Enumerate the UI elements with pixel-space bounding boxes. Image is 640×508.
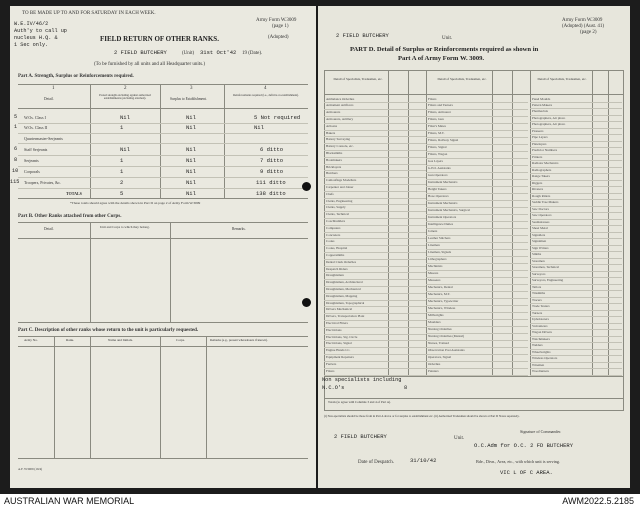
area-name: VIC L OF C AREA. [500, 469, 553, 476]
col-number-3: 3 [190, 86, 193, 91]
specialist-item: Clerks, Supply [326, 205, 346, 210]
page2-adopted: (Adopted) (Aust. 41) [562, 24, 605, 29]
specialist-item: Platelayers [532, 141, 547, 146]
specialist-item: Intelligence Duties [428, 222, 453, 227]
spec-row-line [426, 228, 528, 229]
spec-row-line [324, 238, 426, 239]
spec-row-line [530, 310, 622, 311]
page2-unit: 2 FIELD BUTCHERY [336, 32, 389, 39]
totals-instruction: Totals (to agree with Columns 3 and 4 of Part A). [328, 400, 391, 404]
specialist-item: Saw Doctors [532, 206, 549, 211]
spec-row-line [324, 368, 426, 369]
spec-row-line [426, 270, 528, 271]
specialist-item: Engine Hands I.C. [326, 348, 351, 353]
specialist-item: Radiographers [532, 167, 552, 172]
specialist-item: Seamstresses [532, 219, 550, 224]
specialist-item: Chefs [326, 191, 334, 196]
specialist-item: Saddle Tree Makers [532, 200, 559, 205]
specialist-item: Nursing Orderlies [428, 326, 452, 331]
top-note: TO BE MADE UP TO AND FOR SATURDAY IN EACH WEEK. [22, 11, 156, 16]
non-specialists-line-1: Non specialists including [322, 377, 402, 383]
despatch-date: 31/10/42 [410, 457, 437, 464]
print-code: A.F. W3009 (19/4) [18, 467, 43, 471]
specialist-item: G.P.O. Assistants [428, 166, 451, 171]
specialist-item: Despatch Riders [326, 266, 348, 271]
specialist-item: Electrical Fitters [326, 321, 348, 326]
specialist-item: Fitters, Wagon [428, 152, 448, 157]
non-specialists-count: 8 [404, 385, 408, 391]
specialist-item: Riggers [532, 180, 543, 185]
specialist-item: Surveyors, Engineering [532, 278, 564, 283]
spec-row-line [530, 154, 622, 155]
spec-row-line [530, 284, 622, 285]
form-page-label: (page 1) [272, 24, 289, 29]
specialist-item: Cooks, Hospital [326, 246, 348, 251]
specialist-item: Joiners [428, 229, 438, 234]
specialist-item: Rough Riders [532, 193, 551, 198]
specialist-item: Farriers [326, 361, 337, 366]
specialist-item: Butchers [326, 171, 338, 176]
specialist-item: Instrument Mechanics, Surgical [428, 208, 470, 213]
specialist-item: Photographers, Air photo [532, 122, 566, 127]
spec-row-line [426, 242, 528, 243]
specialist-item: Pioneers [532, 128, 544, 133]
specialist-item: Drivers, Transportation Plant [326, 314, 365, 319]
specialist-item: Dental Clerk Orderlies [326, 259, 357, 264]
specialist-item: Coppersmiths [326, 253, 345, 257]
part-b-col-remarks: Remarks. [232, 227, 246, 231]
specialist-item: Gas Layers [428, 159, 443, 164]
specialist-item: Artisans [326, 123, 337, 128]
specialist-item: Masseurs [428, 277, 441, 282]
specialist-item: Draughtsmen, Mechanical [326, 287, 361, 292]
spec-row-line [324, 375, 426, 376]
form-page-2 [318, 6, 630, 488]
specialist-item: Bricklayers [326, 164, 342, 169]
specialist-item: Pipe Layers [532, 135, 548, 140]
part-b-col-detail: Detail. [44, 227, 54, 231]
bde-note: Bde., Divn., Area, etc., with which unit is serving. [476, 459, 560, 464]
specialist-item: Bakers [326, 130, 336, 135]
punch-hole [302, 182, 311, 191]
specialist-item: Computers [326, 225, 341, 230]
specialist-item: Wheelwrights [532, 349, 551, 354]
specialist-item: Nurses, Trained [428, 340, 449, 345]
specialist-item: Trade Testers [532, 304, 550, 309]
specialist-item: Radiator Mechanics [532, 161, 559, 166]
specialist-item: Pattern Makers [532, 102, 553, 107]
specialist-item: Riveters [532, 187, 543, 192]
specialist-item: Mechanics, Dental [428, 284, 453, 289]
specialist-item: Battery Surveying [326, 137, 351, 142]
despatch-date-label: Date of Despatch. [358, 460, 394, 465]
specialist-item: Leather Stitchers [428, 236, 451, 240]
specialist-item: Lithographers [428, 256, 447, 261]
specialist-item: Fitter's Mates [428, 124, 446, 129]
specialist-item: Fitters, Signal [428, 145, 447, 150]
col-header-surplus: Surplus to Establishment. [170, 97, 207, 101]
specialist-item: Nursing Orderlies (Mental) [428, 333, 465, 338]
specialist-item: Observation Post Assistants [428, 347, 465, 352]
specialist-item: Linemen, Signals [428, 249, 452, 254]
page2-unit-label: Unit. [442, 36, 453, 41]
specialist-item: Painters [428, 368, 439, 373]
specialist-item: Instrument Operators [428, 215, 457, 220]
specialist-item: Tinsmiths [532, 291, 546, 296]
specialist-item: Welders [532, 343, 543, 348]
specialist-item: Concreters [326, 232, 341, 237]
part-c-col-corps: Corps. [176, 338, 185, 342]
spec-row-line [324, 123, 426, 124]
spec-row-line [530, 186, 622, 187]
spec-row-line [426, 375, 528, 376]
specialist-item: Linemen [428, 242, 440, 247]
specialist-item: Battery Console, etc. [326, 144, 354, 149]
specialist-item: Millwrights [428, 312, 444, 317]
specialist-item: Wagon Drivers [532, 330, 552, 335]
specialist-item: Upholsterers [532, 317, 549, 322]
spec-row-line [426, 361, 528, 362]
adopted-label: (Adopted) [268, 35, 289, 40]
specialist-item: Fitters, Gun [428, 117, 444, 122]
specialist-item: Fitters, Armourer [428, 110, 451, 115]
side-note-2: Auth'y to call up [14, 28, 67, 34]
non-specialists-line-2: N.C.O's [322, 385, 345, 391]
part-b-col-unit: Unit and Corps to which they belong. [100, 225, 150, 229]
specialist-item: Wireless Operators [532, 356, 558, 361]
specialist-item: Photographers, Air photo [532, 115, 566, 120]
part-c-col-name: Name and Initials. [108, 338, 133, 342]
spec-row-line [530, 180, 622, 181]
spec-col-header-2: Detail of Specialists, Tradesmen, etc. [437, 77, 487, 81]
specialist-item: Orderlies [428, 361, 441, 366]
specialist-item: Fitters, M.T. [428, 131, 445, 136]
specialist-item: Moulders [428, 319, 441, 324]
specialist-item: Fitters [428, 96, 437, 101]
form-title: FIELD RETURN OF OTHER RANKS. [100, 35, 219, 43]
specialist-item: Tracers [532, 297, 542, 302]
specialist-item: Draughtsmen, Mapping [326, 293, 358, 298]
specialist-item: Bootmakers [326, 157, 342, 162]
specialist-item: Fitters, Railway Signal [428, 138, 459, 143]
spec-row-line [530, 251, 622, 252]
col-number-1: 1 [52, 86, 55, 91]
signature-unit: 2 FIELD BUTCHERY [334, 433, 387, 440]
spec-row-line [530, 128, 622, 129]
specialist-item: Coachbuilders [326, 218, 346, 223]
specialist-item: Woodturners [532, 369, 549, 373]
unit-label: (Unit) [182, 51, 195, 56]
page2-footnote: (i) Non-specialists should be those from in Part A above or for surplus to establishment etc. (ii) Authorized Tradesmen should be shown at Part D Notes separately. [324, 414, 520, 418]
specialist-item: Range Takers [532, 174, 550, 179]
specialist-item: Panel Moulds [532, 96, 551, 101]
specialist-item: Mechanics, Wireless [428, 305, 456, 310]
col-header-detail: Detail. [44, 97, 54, 101]
side-note-1: W.E.IV/46/2 [14, 21, 49, 27]
col-header-reinforcements: Reinforcements required (i.e., deficits on establishment). [233, 93, 299, 97]
specialist-item: Storemen, Technical [532, 265, 559, 270]
col-number-2: 2 [124, 86, 127, 91]
spec-row-line [324, 361, 426, 362]
signature-name: O.C.Adm for O.C. 2 FD BUTCHERY [474, 442, 574, 449]
specialist-item: Ambulance Orderlies [326, 96, 355, 101]
spec-row-line [426, 319, 528, 320]
side-note-3: nucleus H.Q. & [14, 35, 58, 41]
punch-hole [302, 298, 311, 307]
part-c-heading: Part C. Description of other ranks whose return to the unit is particularly requested. [18, 328, 199, 333]
specialist-item: Armament Artificers [326, 103, 354, 108]
totals-note: *These totals should agree with the details shown in Part D on page 2 of Army Form W.3009 [70, 201, 201, 205]
specialist-item: Fitters [326, 368, 335, 373]
side-note-4: 1 Sec only. [14, 42, 49, 48]
spec-col-header-3: Detail of Specialists, Tradesmen, etc. [537, 77, 587, 81]
specialist-item: Mechanics, M.T. [428, 291, 451, 296]
specialist-item: Armourers, Artillery [326, 116, 354, 121]
specialist-item: Masons [428, 270, 439, 275]
specialist-item: Signallers [532, 232, 546, 237]
specialist-item: Carpenter and Joiner [326, 184, 354, 189]
specialist-item: Equipment Repairers [326, 355, 354, 360]
specialist-item: Instrument Mechanics [428, 201, 458, 206]
specialist-item: Sheet Metal [532, 226, 548, 231]
page2-page-label: (page 2) [580, 30, 597, 35]
page2-form-number: Army Form W.3009 [562, 18, 603, 23]
part-b-heading: Part B. Other Ranks attached from other Corps. [18, 214, 122, 219]
specialist-item: Blacksmiths [326, 150, 343, 155]
specialist-item: Sign Writers [532, 245, 549, 250]
spec-row-line [530, 375, 622, 376]
specialist-item: Clerks, Technical [326, 212, 349, 217]
col-header-strength: Posted strength excluding against authorized establishments (excluding attached). [99, 93, 151, 100]
specialist-item: Watchmakers [532, 336, 550, 341]
spec-row-line [426, 368, 528, 369]
spec-row-line [530, 342, 622, 343]
part-a-heading: Part A. Strength, Surplus or Reinforcements required. [18, 74, 134, 79]
specialist-item: Saw Operators [532, 213, 552, 218]
form-page-1: TO BE MADE UP TO AND FOR SATURDAY IN EACH WEEK. Army Form W.3009 (page 1) (Adopted) W.E.IV/46/2 Auth'y to call up nucleus H.Q. & 1 Sec only. FIELD RETURN OF OTHER RANKS. 2 FIELD BUTCHERY (Unit) 31st Oct'42 19 (Date). (To be furnished by all units and all Headquarter units.) Part A. Strength, Surplus or Reinforcements required. 1 2 3 4 Detail. Posted strength excluding against authorized establishments (excluding attached). Surplus to Establishment. Reinforcements required (i.e., deficits on establishment). 5 W.Os. Class I Nil Nil 5 Not required 1 W.Os. Class II 1 Nil Nil Quartermaster-Serjeants 6 Staff Serjeants Nil Nil 6 ditto 8 Serjeants 1 Nil 7 ditto 10 Corporals 1 Nil 9 ditto 115 Troopers, Privates, &c. 2 Nil 111 ditto TOTALS 5 Nil 138 ditto *These totals should agree with the details shown in Part D on page 2 of Army Form W.3009 Part B. Other Ranks attached from other Corps. Detail. Unit and Corps to which they belong. Remarks. Part C. Description of other ranks whose return to the unit is particularly requested. Army No. Rank. Name and Initials. Corps. Remarks (e.g., present whereabouts if known). A.F. W3009 (19/4) [10, 6, 316, 488]
specialist-item: Operators, Signal [428, 354, 452, 359]
specialist-item: Vulcanizers [532, 323, 548, 328]
spec-col-header-1: Detail of Specialists, Tradesmen, etc. [333, 77, 383, 81]
specialist-item: Hose Operators [428, 194, 449, 199]
specialist-item: Signalmen [532, 239, 547, 244]
specialist-item: Camouflage Modellers [326, 178, 357, 183]
specialist-item: Drivers Mechanical [326, 307, 353, 312]
part-c-col-remarks: Remarks (e.g., present whereabouts if known). [210, 338, 268, 342]
specialist-item: Surveyors [532, 271, 546, 276]
part-c-col-rank: Rank. [66, 338, 75, 342]
col-number-4: 4 [264, 86, 267, 91]
specialist-item: Electricians, Sig. Circle [326, 334, 358, 339]
specialist-item: Mechanics, Typewriter [428, 298, 459, 303]
specialist-item: Clerks, Engineering [326, 198, 353, 203]
spec-row-line [324, 130, 426, 131]
date-label: 19 (Date). [242, 51, 263, 56]
specialist-item: Electricians, Signal [326, 341, 352, 346]
part-d-heading-2: Part A of Army Form W. 3009. [398, 55, 485, 62]
specialist-item: Smiths [532, 252, 542, 257]
spec-row-line [530, 297, 622, 298]
return-date: 31st Oct'42 [200, 49, 237, 56]
specialist-item: Draughtsmen, Topographical [326, 300, 365, 305]
specialist-item: Height Takers [428, 187, 447, 192]
specialist-item: Turners [532, 310, 543, 315]
specialist-item: Electricians [326, 327, 342, 332]
specialist-item: Instrument Mechanics [428, 180, 458, 185]
footer-source: AUSTRALIAN WAR MEMORIAL [4, 496, 135, 506]
signature-unit-label: Unit. [454, 436, 465, 441]
furnish-note: (To be furnished by all units and all Headquarter units.) [94, 62, 206, 67]
specialist-item: Fitters and Turners [428, 103, 453, 108]
specialist-item: Gun Operators [428, 173, 448, 178]
specialist-item: Draughtsmen [326, 273, 344, 278]
specialist-item: Draughtsmen, Architectural [326, 280, 363, 285]
specialist-item: Predictor Numbers [532, 148, 557, 153]
form-number: Army Form W.3009 [256, 18, 297, 23]
specialist-item: Storemen [532, 258, 545, 263]
specialist-item: Pharmacists [532, 109, 548, 114]
specialist-item: Armourers [326, 110, 341, 115]
specialist-item: Tailors [532, 284, 542, 289]
footer-accession-number: AWM2022.5.2185 [562, 496, 634, 506]
spec-row-line [426, 277, 528, 278]
signature-title: Signature of Commander. [520, 429, 562, 434]
part-d-heading-1: PART D. Detail of Surplus or Reinforcements required as shown in [350, 46, 539, 53]
specialist-item: Cooks [326, 239, 335, 244]
spec-row-line [324, 170, 426, 171]
unit-name: 2 FIELD BUTCHERY [114, 49, 167, 56]
specialist-item: Printers [532, 154, 543, 159]
specialist-item: Machinists [428, 263, 443, 268]
part-c-col-army-no: Army No. [24, 338, 38, 342]
specialist-item: Wiremen [532, 362, 545, 367]
spec-row-line [324, 191, 426, 192]
